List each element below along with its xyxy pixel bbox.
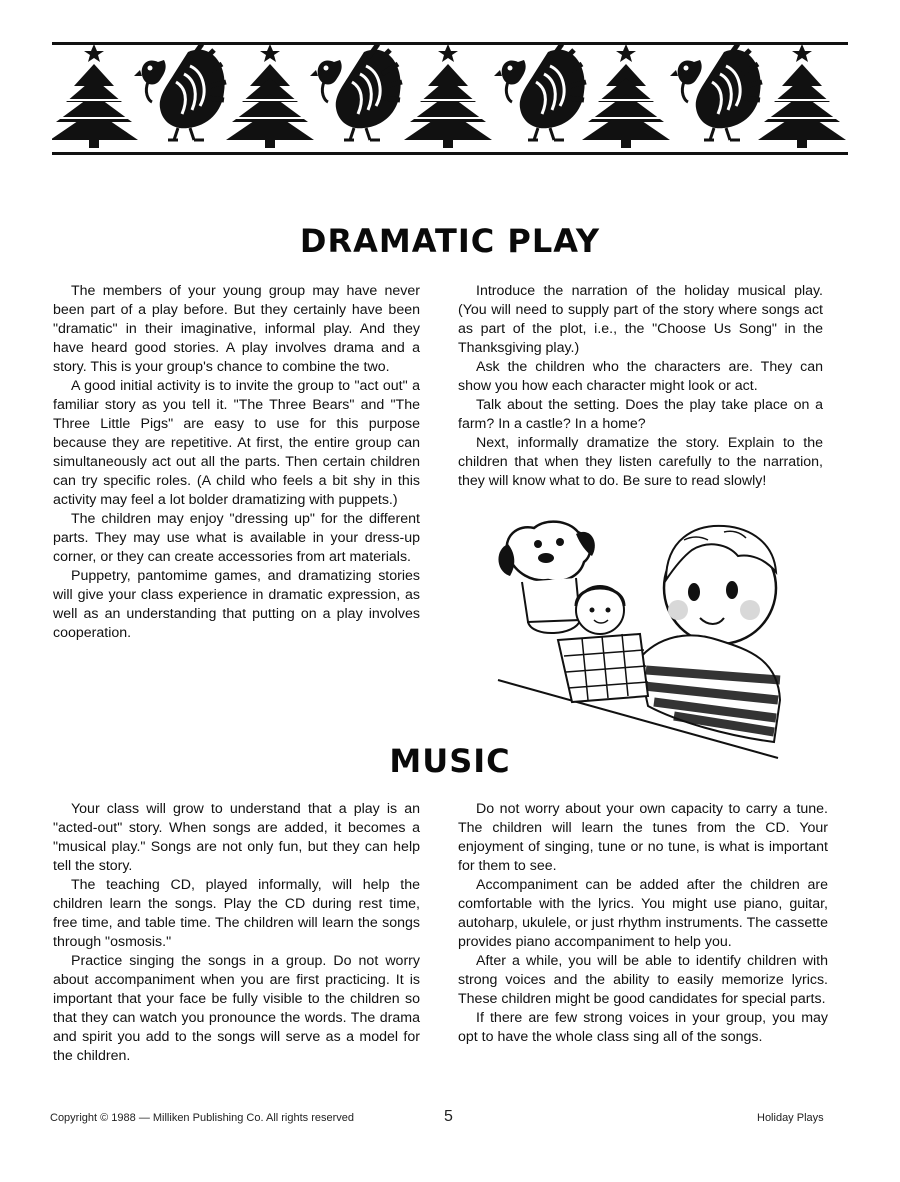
paragraph: Practice singing the songs in a group. Do not worry about accompaniment when you are first practicing. It is important that your face be fully visible to the children so that they can watch you pronounce the words. The drama and spirit you add to the songs will serve as a model for the children. [53,953,420,1064]
dramatic-play-right-column [458,282,823,491]
paragraph: Next, informally dramatize the story. Explain to the children that when they listen carefully to the narration, they will know what to do. Be sure to read slowly! [458,435,823,489]
paragraph: Ask the children who the characters are. They can show you how each character might look or act. [458,359,823,394]
music-left-column [53,800,420,1066]
page-number: 5 [444,1108,453,1125]
paragraph: The teaching CD, played informally, will help the children learn the songs. Play the CD during rest time, free time, and table time. The children will learn the songs through "osmosis." [53,877,420,950]
copyright-notice: Copyright © 1988 — Milliken Publishing Co. All rights reserved [50,1112,355,1124]
paragraph: Talk about the setting. Does the play take place on a farm? In a castle? In a home? [458,397,823,432]
paragraph: After a while, you will be able to identify children with strong voices and the ability to easily memorize lyrics. These children might be good candidates for special parts. [458,953,828,1007]
book-title: Holiday Plays [757,1112,824,1124]
music-heading: MUSIC [389,742,511,780]
paragraph: Your class will grow to understand that a play is an "acted-out" story. When songs are added, it becomes a "musical play." Songs are not only fun, but they can help tell the story. [53,801,420,874]
frieze-art [52,42,848,158]
paragraph: The children may enjoy "dressing up" for the different parts. They may use what is available in your dress-up corner, or they can create accessories from art materials. [53,511,420,565]
bottom-rule [52,152,848,155]
child-with-puppets-illustration [488,510,788,760]
paragraph: A good initial activity is to invite the group to "act out" a familiar story as you tell it. "The Three Bears" and "The Three Little Pigs" are easy to use for this purpose because they are repetitive. At first, the entire group can simultaneously act out all the parts. Then certain children can try specific roles. (A child who feels a bit shy in this activity may feel a lot bolder dramatizing with puppets.) [53,378,420,508]
paragraph: Do not worry about your own capacity to carry a tune. The children will learn the tunes from the CD. Your enjoyment of singing, tune or no tune, is what is important for them to see. [458,801,828,874]
paragraph: Puppetry, pantomime games, and dramatizing stories will give your class experience in dramatic expression, as well as an understanding that putting on a play involves cooperation. [53,568,420,641]
paragraph: Accompaniment can be added after the children are comfortable with the lyrics. You might use piano, guitar, autoharp, ukulele, or just rhythm instruments. The cassette provides piano accompaniment to help you. [458,877,828,950]
paragraph: If there are few strong voices in your group, you may opt to have the whole class sing all of the songs. [458,1010,828,1045]
dramatic-play-heading: DRAMATIC PLAY [299,222,601,260]
dramatic-play-left-column [53,282,420,643]
paragraph: Introduce the narration of the holiday musical play. (You will need to supply part of the story where songs act as part of the plot, i.e., the "Choose Us Song" in the Thanksgiving play.) [458,283,823,356]
decorative-border [52,42,848,158]
paragraph: The members of your young group may have never been part of a play before. But they certainly have been "dramatic" in their imaginative, informal play. And they have heard good stories. A play involves drama and a story. This is your group's chance to combine the two. [53,283,420,375]
music-right-column [458,800,828,1047]
